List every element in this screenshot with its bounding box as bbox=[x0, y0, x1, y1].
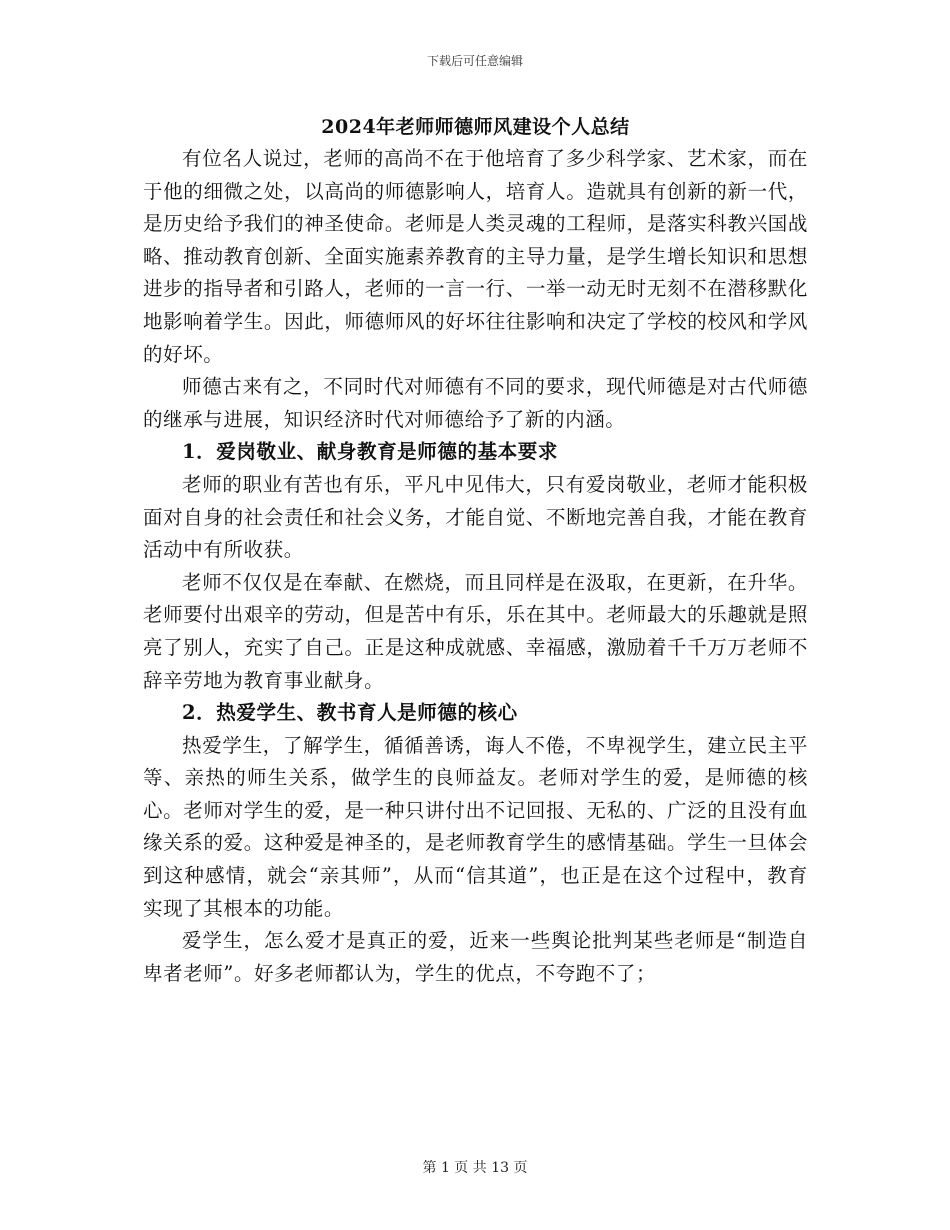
section-heading-2: 2．热爱学生、教书育人是师德的核心 bbox=[182, 701, 518, 725]
paragraph-dedication: 老师不仅仅是在奉献、在燃烧，而且同样是在汲取，在更新，在升华。老师要付出艰辛的劳动，但是苦中有乐，乐在其中。老师最大的乐趣就是照亮了别人，充实了自己。正是这种成就感、幸福感，激励着千千万万老师不辞辛劳地为教育事业献身。 bbox=[143, 570, 808, 692]
paragraph-career: 老师的职业有苦也有乐，平凡中见伟大，只有爱岗敬业，老师才能积极面对自身的社会责任和社会义务，才能自觉、不断地完善自我，才能在教育活动中有所收获。 bbox=[143, 472, 808, 562]
section-heading-1: 1．爱岗敬业、献身教育是师德的基本要求 bbox=[182, 440, 558, 464]
document-title: 2024年老师师德师风建设个人总结 bbox=[321, 116, 630, 138]
paragraph-history: 师德古来有之，不同时代对师德有不同的要求，现代师德是对古代师德的继承与进展，知识经济时代对师德给予了新的内涵。 bbox=[143, 375, 808, 431]
paragraph-intro: 有位名人说过，老师的高尚不在于他培育了多少科学家、艺术家，而在于他的细微之处，以高尚的师德影响人，培育人。造就具有创新的新一代，是历史给予我们的神圣使命。老师是人类灵魂的工程师，是落实科教兴国战略、推动教育创新、全面实施素养教育的主导力量，是学生增长知识和思想进步的指导者和引路人，老师的一言一行、一举一动无时无刻不在潜移默化地影响着学生。因此，师德师风的好坏往往影响和决定了学校的校风和学风的好坏。 bbox=[143, 147, 808, 366]
paragraph-love-students: 热爱学生，了解学生，循循善诱，诲人不倦，不卑视学生，建立民主平等、亲热的师生关系，做学生的良师益友。老师对学生的爱，是师德的核心。老师对学生的爱，是一种只讲付出不记回报、无私的、广泛的且没有血缘关系的爱。这种爱是神圣的，是老师教育学生的感情基础。学生一旦体会到这种感情，就会“亲其师”，从而“信其道”，也正是在这个过程中，教育实现了其根本的功能。 bbox=[143, 733, 808, 920]
page-header-note: 下载后可任意编辑 bbox=[426, 54, 523, 68]
document-body bbox=[143, 112, 808, 990]
paragraph-true-love: 爱学生，怎么爱才是真正的爱，近来一些舆论批判某些老师是“制造自卑者老师”。好多老师都认为，学生的优点，不夸跑不了； bbox=[143, 929, 808, 985]
page-number: 第 1 页 共 13 页 bbox=[422, 1160, 528, 1176]
